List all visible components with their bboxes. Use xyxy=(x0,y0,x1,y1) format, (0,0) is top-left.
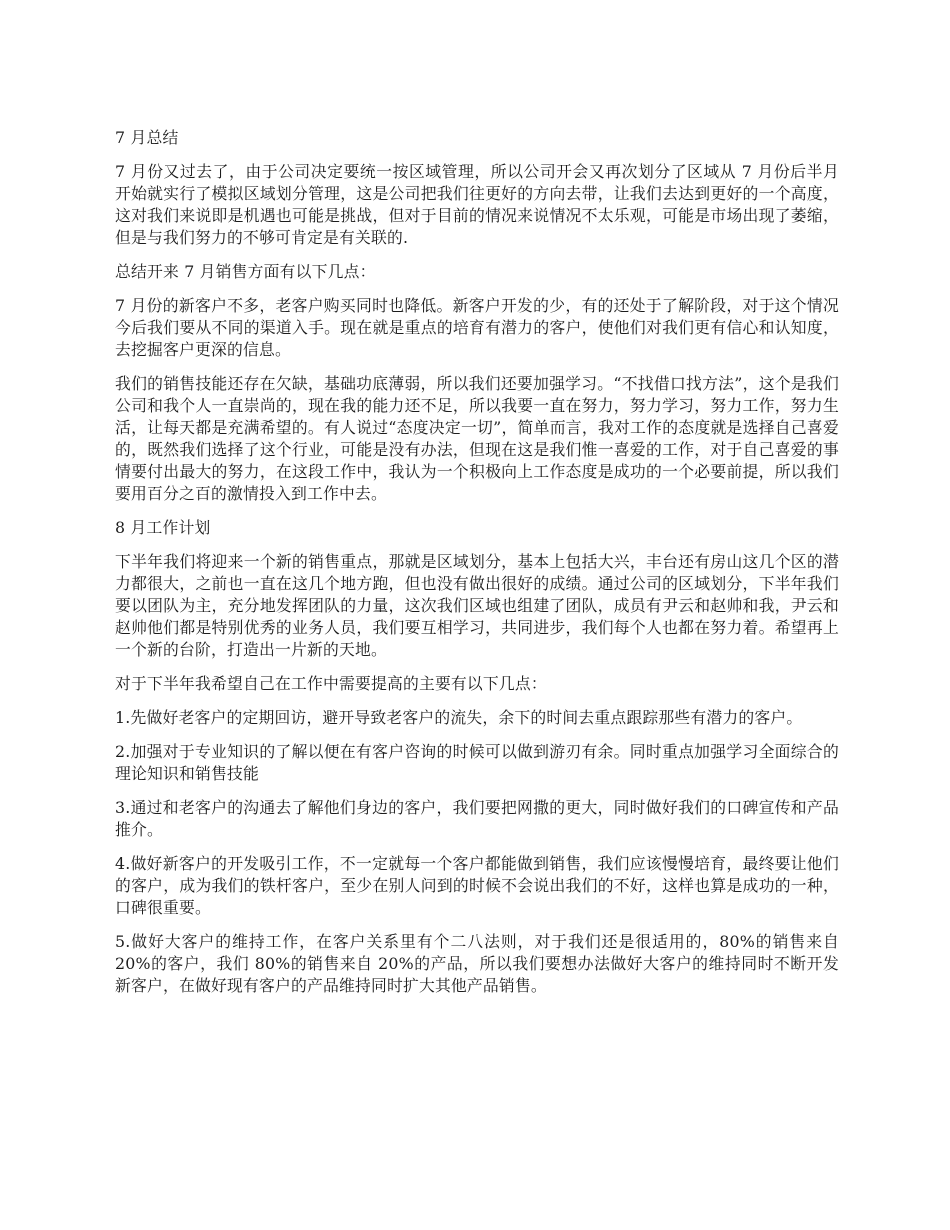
paragraph-july-overview: 7 月份又过去了，由于公司决定要统一按区域管理，所以公司开会又再次划分了区域从 7 月份后半月开始就实行了模拟区域划分管理，这是公司把我们往更好的方向去带，让我们去达到更好的一个高度，这对我们来说即是机遇也可能是挑战，但对于目前的情况来说情况不太乐观，可能是市场出现了萎缩，但是与我们努力的不够可肯定是有关联的. xyxy=(115,162,839,247)
paragraph-improvement-intro: 对于下半年我希望自己在工作中需要提高的主要有以下几点： xyxy=(115,674,547,693)
section-heading-august-plan: 8 月工作计划 xyxy=(115,518,211,537)
paragraph-sales-skills: 我们的销售技能还存在欠缺，基础功底薄弱，所以我们还要加强学习。“不找借口找方法”，这个是我们公司和我个人一直崇尚的，现在我的能力还不足，所以我要一直在努力，努力学习，努力工作，努力生活，让每天都是充满希望的。有人说过“态度决定一切”，简单而言，我对工作的态度就是选择自己喜爱的，既然我们选择了这个行业，可能是没有办法，但现在这是我们惟一喜爱的工作，对于自己喜爱的事情要付出最大的努力，在这段工作中，我认为一个积极向上工作态度是成功的一个必要前提，所以我们要用百分之百的激情投入到工作中去。 xyxy=(115,374,839,503)
paragraph-july-sales-intro: 总结开来 7 月销售方面有以下几点： xyxy=(115,262,376,281)
paragraph-regional-focus: 下半年我们将迎来一个新的销售重点，那就是区域划分，基本上包括大兴，丰台还有房山这几个区的潜力都很大，之前也一直在这几个地方跑，但也没有做出很好的成绩。通过公司的区域划分，下半年我们要以团队为主，充分地发挥团队的力量，这次我们区域也组建了团队，成员有尹云和赵帅和我，尹云和赵帅他们都是特别优秀的业务人员，我们要互相学习，共同进步，我们每个人也都在努力着。希望再上一个新的台阶，打造出一片新的天地。 xyxy=(115,552,839,659)
list-item-1: 1.先做好老客户的定期回访，避开导致老客户的流失，余下的时间去重点跟踪那些有潜力的客户。 xyxy=(115,708,803,727)
section-heading-july-summary: 7 月总结 xyxy=(115,128,179,147)
document-body xyxy=(115,127,839,1009)
list-item-2: 2.加强对于专业知识的了解以便在有客户咨询的时候可以做到游刃有余。同时重点加强学习全面综合的理论知识和销售技能 xyxy=(115,742,839,783)
list-item-3: 3.通过和老客户的沟通去了解他们身边的客户，我们要把网撒的更大，同时做好我们的口碑宣传和产品推介。 xyxy=(115,798,839,839)
list-item-4: 4.做好新客户的开发吸引工作，不一定就每一个客户都能做到销售，我们应该慢慢培育，最终要让他们的客户，成为我们的铁杆客户，至少在别人问到的时候不会说出我们的不好，这样也算是成功的一种，口碑很重要。 xyxy=(115,854,839,917)
list-item-5: 5.做好大客户的维持工作，在客户关系里有个二八法则，对于我们还是很适用的，80%的销售来自 20%的客户，我们 80%的销售来自 20%的产品，所以我们要想办法做好大客户的维持同时不断开发新客户，在做好现有客户的产品维持同时扩大其他产品销售。 xyxy=(115,932,839,995)
paragraph-new-customers: 7 月份的新客户不多，老客户购买同时也降低。新客户开发的少，有的还处于了解阶段，对于这个情况今后我们要从不同的渠道入手。现在就是重点的培育有潜力的客户，使他们对我们更有信心和认知度，去挖掘客户更深的信息。 xyxy=(115,296,839,359)
